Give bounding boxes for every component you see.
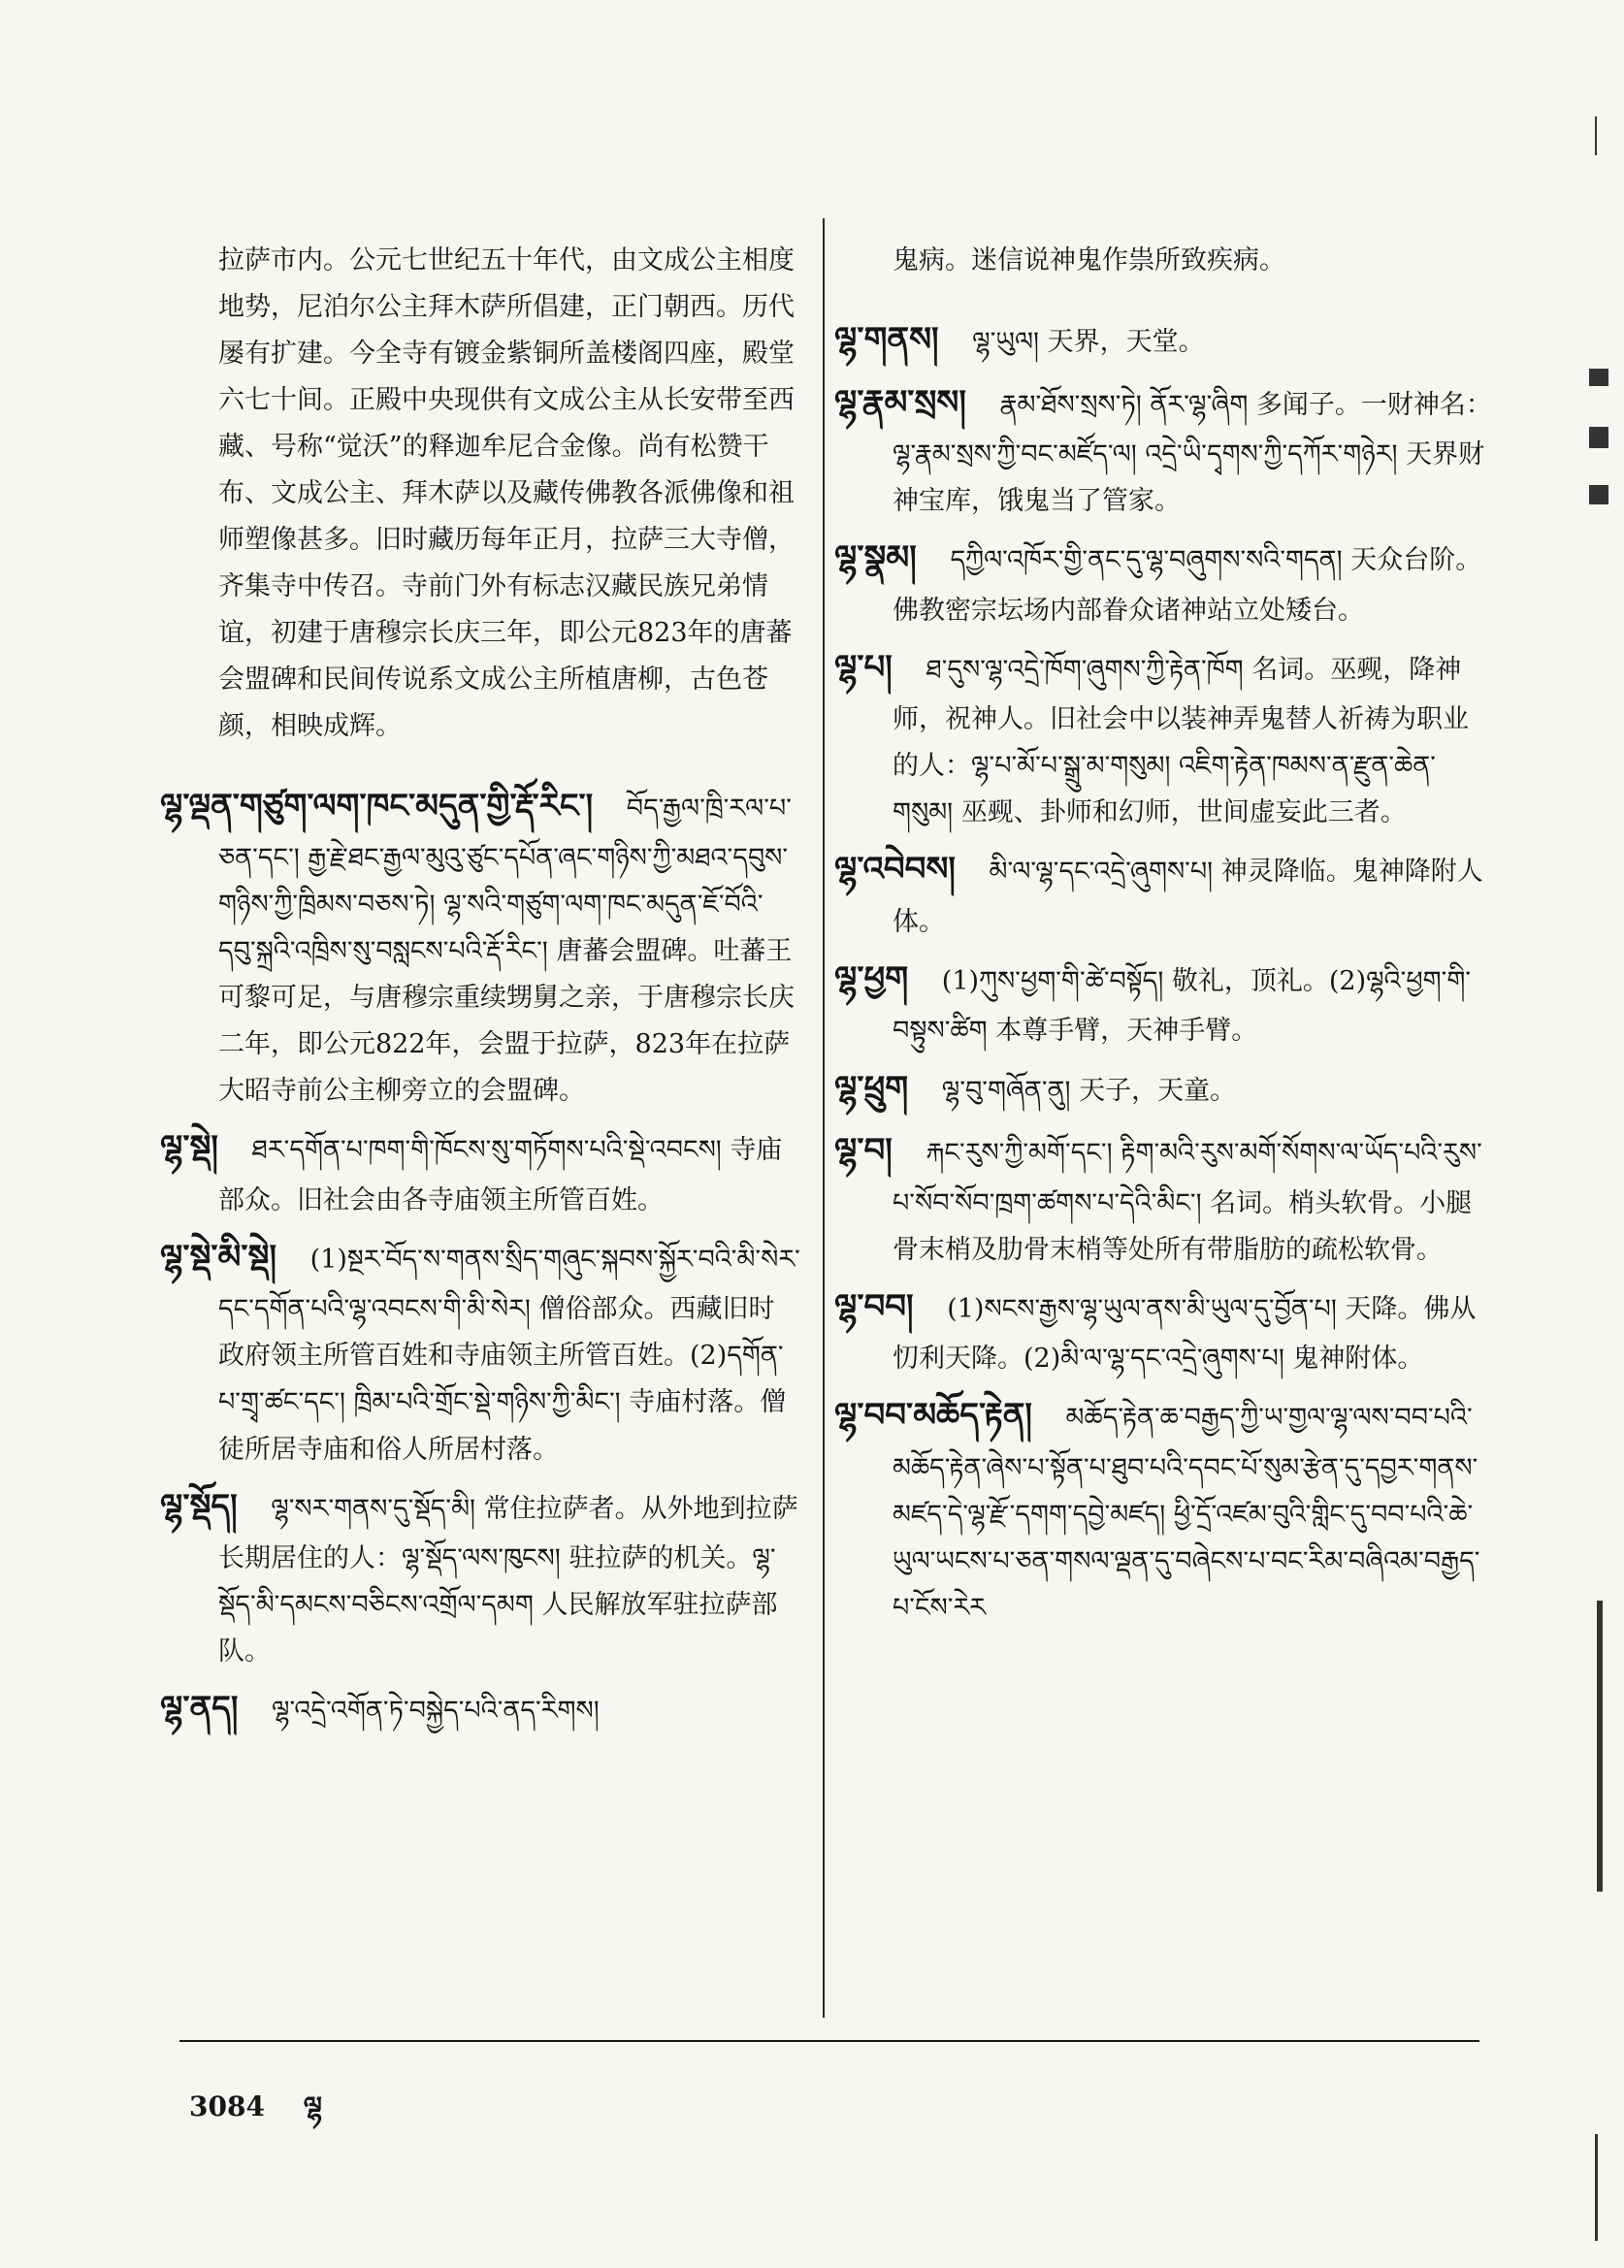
entry-headword: ལྷ་པ། bbox=[834, 647, 893, 687]
dictionary-entry bbox=[834, 1059, 1494, 1118]
entry-text: ལྷ་སར་གནས་དུ་སྡོད་མི། 常住拉萨者。从外地到拉萨长期居住的人：ལྷ་སྡོད་ལས་ཁུངས། 驻拉萨的机关。ལྷ་སྡོད་མི་དམངས་བཅིངས་འགྲོལ་དམག 人民解放军驻拉萨部队。 bbox=[218, 1493, 798, 1668]
scan-mark bbox=[1589, 369, 1608, 386]
entry-headword: ལྷ་རྣམ་སྲས། bbox=[834, 382, 966, 422]
scan-mark bbox=[1589, 485, 1608, 504]
entry-headword: ལྷ་བབ་མཆོད་རྟེན། bbox=[834, 1396, 1032, 1436]
dictionary-entry bbox=[160, 1228, 800, 1474]
dictionary-entry bbox=[834, 638, 1494, 837]
scan-mark bbox=[1595, 2134, 1598, 2241]
scan-mark bbox=[1597, 1601, 1603, 1892]
entry-headword: ལྷ་བ། bbox=[834, 1131, 893, 1171]
scan-mark bbox=[1589, 427, 1608, 448]
entry-text: མི་ལ་ལྷ་དང་འདྲེ་ཞུགས་པ། 神灵降临。鬼神降附人体。 bbox=[893, 857, 1483, 937]
dictionary-entry bbox=[160, 1477, 800, 1676]
scan-mark bbox=[1595, 116, 1597, 155]
entry-text: (1)སྔར་བོད་ས་གནས་སྲིད་གཞུང་སྐབས་སྐྱོར་བའི་མི་སེར་དང་དགོན་པའི་ལྷ་འབངས་གི་མི་སེར། 僧俗部众。西藏旧时政府领主所管百姓和寺庙领主所管百姓。(2)དགོན་པ་གྲྭ་ཚང་དང་། ཁྲིམ་པའི་གྲོང་སྡེ་གཉིས་ཀྱི་མིང་། 寺庙村落。僧徒所居寺庙和俗人所居村落。 bbox=[218, 1244, 800, 1465]
entry-text: 鬼病。迷信说神鬼作祟所致疾病。 bbox=[893, 245, 1285, 275]
entry-text: ལྷ་འདྲེ་འགོན་ཏེ་བསྐྱེད་པའི་ནད་རིགས། bbox=[271, 1696, 600, 1727]
entry-text: རྐང་རུས་ཀྱི་མགོ་དང་། རྟིག་མའི་རུས་མགོ་སོགས་ལ་ཡོད་པའི་རུས་པ་སོབ་སོབ་ཁྲག་ཚགས་པ་དེའི་མིང་། 名词。梢头软骨。小腿骨末梢及肋骨末梢等处所有带脂肪的疏松软骨。 bbox=[893, 1138, 1482, 1265]
entry-headword: ལྷ་འབེབས། bbox=[834, 850, 956, 890]
entry-text: དཀྱིལ་འཁོར་གྱི་ནང་དུ་ལྷ་བཞུགས་སའི་གདན། 天众台阶。佛教密宗坛场内部眷众诸神站立处矮台。 bbox=[893, 545, 1482, 626]
column-divider bbox=[823, 218, 825, 2018]
scan-edge-marks bbox=[1585, 0, 1624, 2268]
entry-text: རྣམ་ཐོས་སྲས་ཏེ། ནོར་ལྷ་ཞིག 多闻子。一财神名：ལྷ་རྣམ་སྲས་ཀྱི་བང་མཛོད་ལ། འདྲེ་ཡི་དྭགས་ཀྱི་དཀོར་གཉེར། 天界财神宝库，饿鬼当了管家。 bbox=[893, 389, 1492, 517]
entry-text: ལྷ་བུ་གཞོན་ནུ། 天子，天童。 bbox=[941, 1075, 1237, 1106]
entry-headword: ལྷ་ལྡན་གཙུག་ལག་ཁང་མདུན་གྱི་རྡོ་རིང་། bbox=[160, 786, 594, 826]
entry-text: ཐ་དུས་ལྷ་འདྲེ་ཁོག་ཞུགས་ཀྱི་རྟེན་ཁོག 名词。巫觋，降神师，祝神人。旧社会中以装神弄鬼替人祈祷为职业的人：ལྷ་པ་མོ་པ་སྒྲུ་མ་གསུམ། འཇིག་རྟེན་ཁམས་ན་རྫུན་ཆེན་གསུམ། 巫觋、卦师和幻师，世间虚妄此三者。 bbox=[893, 654, 1469, 828]
dictionary-entry bbox=[834, 1278, 1494, 1383]
entry-text: མཆོད་རྟེན་ཆ་བརྒྱད་ཀྱི་ཡ་གྱལ་ལྷ་ལས་བབ་པའི་མཆོད་རྟེན་ཞེས་པ་སྟོན་པ་ཐུབ་པའི་དབང་པོ་སུམ་རྩེན་དུ་དབྱར་གནས་མཛད་དེ་ལྷ་རྫོ་དགག་དབྱེ་མཛད། ཕྱི་དྲོ་འཛམ་བུའི་གླིང་དུ་བབ་པའི་ཆེ་ཡུལ་ཡངས་པ་ཅན་གསལ་ལྡན་དུ་བཞེངས་པ་བང་རིམ་བཞིའམ་བརྒྱད་པ་ངོས་རེར bbox=[893, 1403, 1480, 1623]
entry-text: ལྷ་ཡུལ། 天界，天堂。 bbox=[972, 327, 1205, 358]
entry-headword: ལྷ་སྡེ། bbox=[160, 1128, 218, 1168]
dictionary-entry bbox=[160, 1118, 800, 1224]
entry-text: བོད་རྒྱལ་ཁྲི་རལ་པ་ཅན་དང་། རྒྱ་རྗེ་ཐང་རྒྱལ་མུའུ་ཙུང་དཔོན་ཞང་གཉིས་ཀྱི་མཐའ་དབུས་གཉིས་ཀྱི་ཁྲིམས་བཅས་ཏེ། ལྷ་སའི་གཙུག་ལག་ཁང་མདུན་ཇོ་བོའི་དབུ་སྐྲའི་འཁྲིས་སུ་བསླངས་པའི་རྡོ་རིང་། 唐蕃会盟碑。吐蕃王可黎可足，与唐穆宗重续甥舅之亲，于唐穆宗长庆二年，即公元822年，会盟于拉萨，823年在拉萨大昭寺前公主柳旁立的会盟碑。 bbox=[218, 793, 795, 1107]
footer-rule bbox=[179, 2040, 1479, 2042]
entry-headword: ལྷ་ཕྲུག bbox=[834, 1068, 909, 1108]
entry-continuation bbox=[179, 238, 800, 751]
entry-headword: ལྷ་ནད། bbox=[160, 1689, 239, 1729]
dictionary-entry bbox=[834, 1386, 1494, 1632]
dictionary-entry bbox=[834, 529, 1494, 634]
entry-text: (1)ཀུས་ཕྱག་གི་ཚེ་བསྟོད། 敬礼，顶礼。(2)ལྷའི་ཕྱག་གི་བསྟུས་ཚིག 本尊手臂，天神手臂。 bbox=[893, 965, 1472, 1047]
dictionary-entry bbox=[834, 950, 1494, 1055]
dictionary-entry bbox=[834, 840, 1494, 946]
right-column bbox=[834, 211, 1494, 1636]
entry-headword: ལྷ་ཕྱག bbox=[834, 958, 909, 998]
entry-headword: ལྷ་སྣམ། bbox=[834, 538, 917, 578]
page-number: 3084 bbox=[189, 2090, 265, 2122]
entry-continuation bbox=[854, 238, 1494, 284]
dictionary-entry bbox=[834, 310, 1494, 370]
entry-text: ཐར་དགོན་པ་ཁག་གི་ཁོངས་སུ་གཏོགས་པའི་སྡེ་འབངས། 寺庙部众。旧社会由各寺庙领主所管百姓。 bbox=[218, 1135, 783, 1215]
entry-headword: ལྷ་སྡེ་མི་སྡེ། bbox=[160, 1237, 277, 1277]
entry-text: 拉萨市内。公元七世纪五十年代，由文成公主相度地势，尼泊尔公主拜木萨所倡建，正门朝西。历代屡有扩建。今全寺有镀金紫铜所盖楼阁四座，殿堂六七十间。正殿中央现供有文成公主从长安带至西藏、号称“觉沃”的释迦牟尼合金像。尚有松赞干布、文成公主、拜木萨以及藏传佛教各派佛像和祖师塑像甚多。旧时藏历每年正月，拉萨三大寺僧，齐集寺中传召。寺前门外有标志汉藏民族兄弟情谊，初建于唐穆宗长庆三年，即公元823年的唐蕃会盟碑和民间传说系文成公主所植唐柳，古色苍颜，相映成辉。 bbox=[218, 245, 795, 742]
left-column bbox=[160, 211, 800, 1742]
dictionary-entry bbox=[834, 1121, 1494, 1274]
entry-text: (1)སངས་རྒྱས་ལྷ་ཡུལ་ནས་མི་ཡུལ་དུ་བྱོན་པ། 天降。佛从忉利天降。(2)མི་ལ་ལྷ་དང་འདྲེ་ཞུགས་པ། 鬼神附体。 bbox=[893, 1293, 1477, 1375]
section-letter: ལྷ bbox=[303, 2090, 322, 2122]
entry-headword: ལྷ་སྡོད། bbox=[160, 1486, 238, 1526]
entry-headword: ལྷ་བབ། bbox=[834, 1286, 914, 1326]
entry-headword: ལྷ་གནས། bbox=[834, 320, 939, 360]
dictionary-entry bbox=[160, 1679, 800, 1738]
page-footer bbox=[189, 2076, 322, 2153]
dictionary-entry bbox=[834, 373, 1494, 526]
dictionary-entry bbox=[160, 777, 800, 1116]
